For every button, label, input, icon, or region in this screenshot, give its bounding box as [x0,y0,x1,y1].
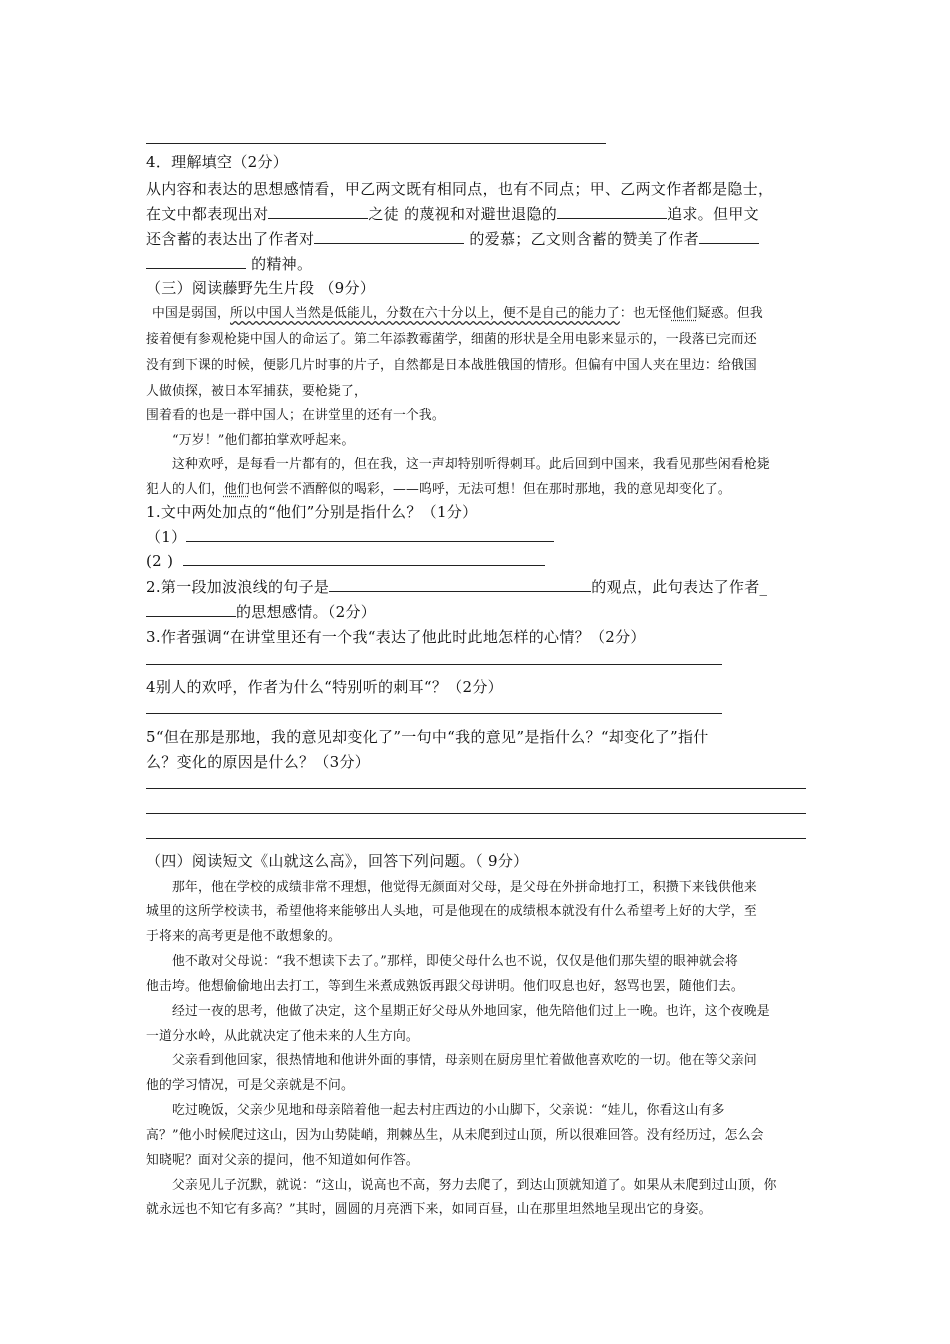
passage-line [146,478,731,497]
wavy-underlined-sentence: 所以中国人当然是低能儿，分数在六十分以上，便不是自己的能力了 [229,306,620,321]
question-1-answer-2 [146,551,545,570]
answer-line [146,143,606,144]
passage-line: 没有到下课的时候，便影几片时事的片子，自然都是日本战胜俄国的情形。但偏有中国人夹在里边：给俄国 [146,358,757,373]
text-segment: 的观点，此句表达了作者_ [591,578,768,596]
passage-line: 父亲看到他回家，很热情地和他讲外面的事情，母亲则在厨房里忙着做他喜欢吃的一切。他在等父亲问 [172,1053,757,1068]
text-segment: ：也无怪 [619,306,672,321]
text-segment: 2.第一段加波浪线的句子是 [146,578,330,596]
answer-line[interactable] [146,713,722,714]
question-4b: 4别人的欢呼，作者为什么“特别听的刺耳“？（2分） [146,678,503,696]
passage-line: 接着便有参观枪毙中国人的命运了。第二年添教霉菌学，细菌的形状是全用电影来显示的，一段落已完而还 [146,332,757,347]
text-segment: 疑惑。但我 [697,306,763,321]
section-3-heading: （三）阅读藤野先生片段 （9分） [146,279,376,297]
question-3: 3.作者强调“在讲堂里还有一个我“表达了他此时此地怎样的心情？（2分） [146,628,646,646]
passage-line [152,302,763,321]
passage-line: 人做侦探，被日本军捕获，要枪毙了， [146,384,367,399]
answer-line[interactable] [146,788,806,789]
question-4-text [146,228,759,249]
answer-blank[interactable] [699,229,759,244]
passage-line: 他的学习情况，可是父亲就是不问。 [146,1078,354,1093]
passage-line: 高？”他小时候爬过这山，因为山势陡峭，荆棘丛生，从未爬到过山顶，所以很难回答。没有经历过，怎么会 [146,1128,764,1143]
passage-line: 一道分水岭，从此就决定了他未来的人生方向。 [146,1029,419,1044]
text-segment: 追求。但甲文 [667,205,759,223]
answer-line[interactable] [146,813,806,814]
question-1: 1.文中两处加点的“他们”分别是指什么？（1分） [146,503,478,521]
text-segment: 还含蓄的表达出了作者对 [146,230,315,248]
answer-line[interactable] [146,664,722,665]
dotted-word-tamen: 他们 [671,306,698,321]
text-segment: 之徒 的蔑视和对避世退隐的 [368,205,558,223]
dotted-word-tamen: 他们 [223,482,250,497]
passage-line: 于将来的高考更是他不敢想象的。 [146,929,341,944]
text-segment: 在文中都表现出对 [146,205,269,223]
passage-line: “万岁！”他们都拍掌欢呼起来。 [172,433,355,448]
answer-blank[interactable] [186,527,554,542]
question-4-text [146,253,312,274]
question-4-text [146,203,759,224]
question-5: 5“但在那是那地，我的意见却变化了”一句中“我的意见”是指什么？“却变化了”指什 [146,728,709,746]
passage-line: 他不敢对父母说：“我不想读下去了。”那样，即使父母什么也不说，仅仅是他们那失望的眼神就会将 [172,954,738,969]
passage-line: 这种欢呼，是每看一片都有的，但在我，这一声却特别听得刺耳。此后回到中国来，我看见那些闲看枪毙 [172,457,770,472]
question-4-text: 从内容和表达的思想感情看，甲乙两文既有相同点，也有不同点；甲、乙两文作者都是隐士， [146,180,774,198]
passage-line: 吃过晚饭，父亲少见地和母亲陪着他一起去村庄西边的小山脚下，父亲说：“娃儿，你看这山有多 [172,1103,725,1118]
passage-line: 城里的这所学校读书，希望他将来能够出人头地，可是他现在的成绩根本就没有什么希望考上好的大学，至 [146,904,757,919]
section-4-heading: （四）阅读短文《山就这么高》，回答下列问题。（ 9分） [146,852,529,870]
passage-line: 围着看的也是一群中国人；在讲堂里的还有一个我。 [146,408,445,423]
answer-blank[interactable] [314,229,464,244]
answer-line[interactable] [146,838,806,839]
question-5-cont: 么？变化的原因是什么？（3分） [146,753,371,771]
text-segment: 的爱慕；乙文则含蓄的赞美了作者 [464,230,699,248]
answer-label: （1） [146,528,187,546]
passage-line: 那年，他在学校的成绩非常不理想，他觉得无颜面对父母，是父母在外拼命地打工，积攒下来钱供他来 [172,880,757,895]
text-segment: 的精神。 [246,255,313,273]
question-2 [146,576,767,597]
answer-blank[interactable] [146,254,246,269]
passage-line: 他击垮。他想偷偷地出去打工，等到生米煮成熟饭再跟父母讲明。他们叹息也好，怒骂也罢，随他们去。 [146,979,744,994]
question-4-title: 4．理解填空（2分） [146,153,289,171]
passage-line: 经过一夜的思考，他做了决定，这个星期正好父母从外地回家，他先陪他们过上一晚。也许，这个夜晚是 [172,1004,770,1019]
answer-label: (2 ) [146,552,174,570]
text-segment: 的思想感情。（2分） [236,603,377,621]
answer-blank[interactable] [268,204,368,219]
answer-blank[interactable] [183,551,545,566]
text-segment: 也何尝不酒醉似的喝彩，——呜呼，无法可想！但在那时那地，我的意见却变化了。 [249,482,731,497]
passage-line: 父亲见儿子沉默，就说：“这山，说高也不高，努力去爬了，到达山顶就知道了。如果从未爬到过山顶，你 [172,1178,777,1193]
answer-blank[interactable] [146,602,236,617]
answer-blank[interactable] [329,577,591,592]
question-1-answer-1 [146,526,554,547]
passage-line: 就永远也不知它有多高？”其时，圆圆的月亮洒下来，如同百昼，山在那里坦然地呈现出它的身姿。 [146,1202,712,1217]
passage-line: 知晓呢？面对父亲的提问，他不知道如何作答。 [146,1153,419,1168]
answer-blank[interactable] [557,204,667,219]
text-segment: 中国是弱国， [152,306,230,321]
text-segment: 犯人的人们， [146,482,224,497]
question-2-cont [146,601,376,622]
